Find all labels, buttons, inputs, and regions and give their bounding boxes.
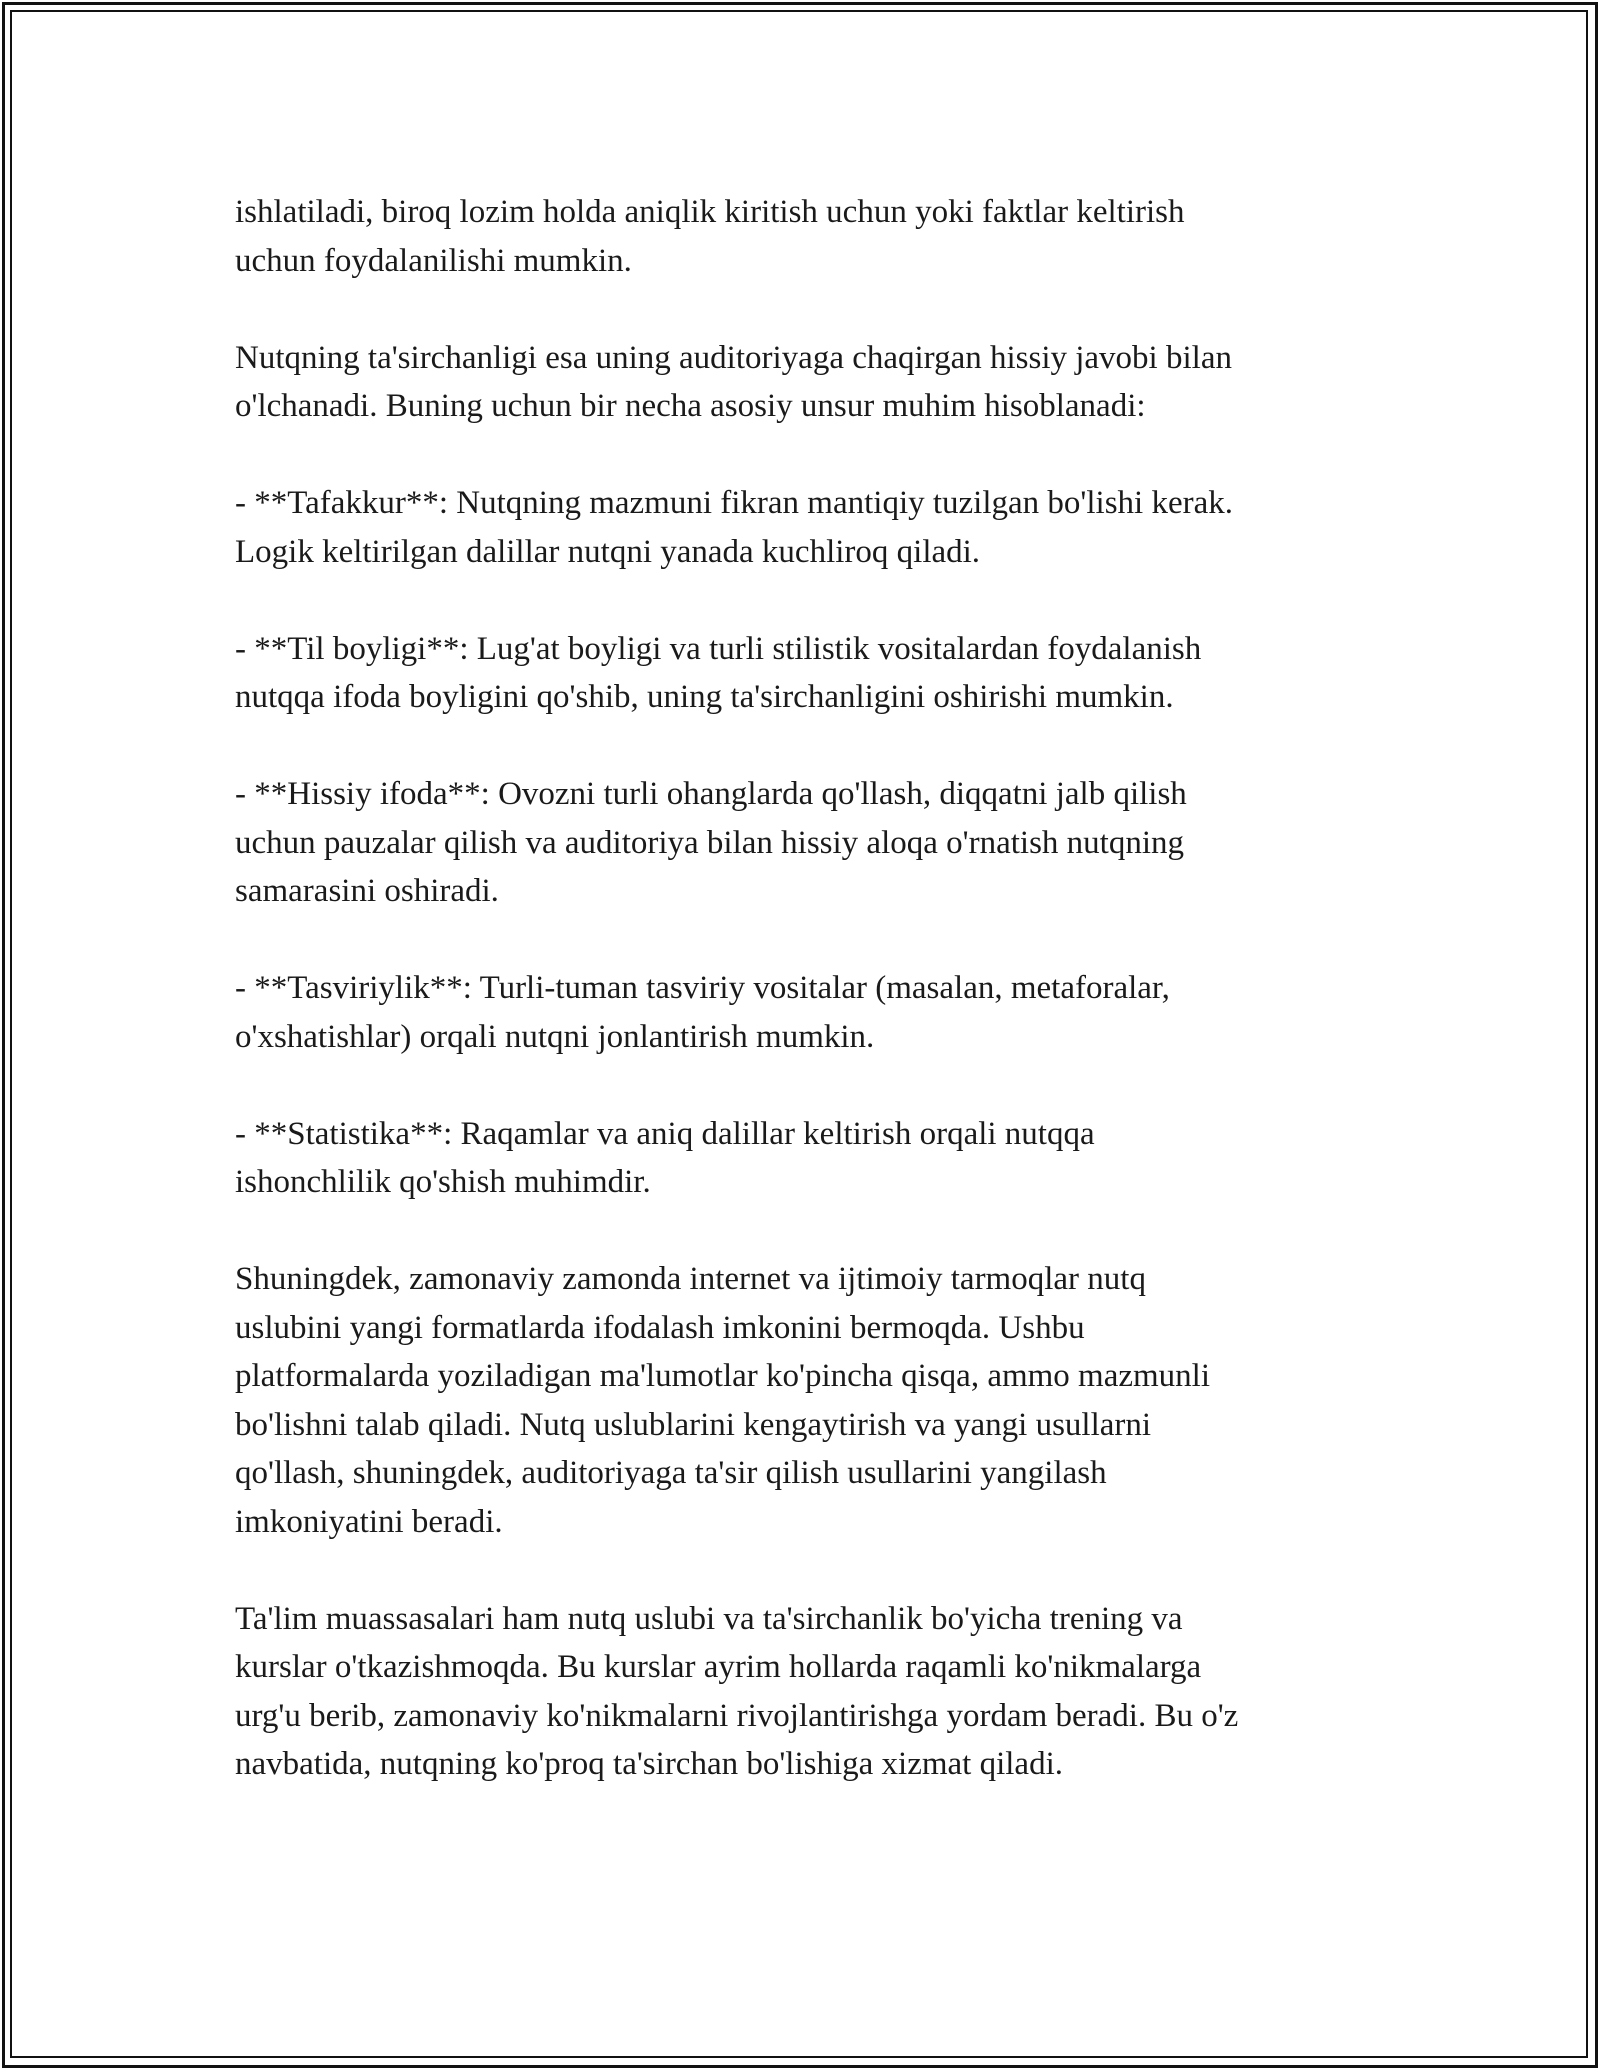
list-item-statistika: - **Statistika**: Raqamlar va aniq dalillar keltirish orqali nutqqa ishonchlilik qo'shish muhimdir. [235, 1115, 1095, 1200]
paragraph: ishlatiladi, biroq lozim holda aniqlik kiritish uchun yoki faktlar keltirish uchun foydalanilishi mumkin. [235, 194, 1185, 279]
list-item-tafakkur: - **Tafakkur**: Nutqning mazmuni fikran mantiqiy tuzilgan bo'lishi kerak. Logik keltirilgan dalillar nutqni yanada kuchliroq qiladi. [235, 485, 1233, 570]
paragraph: Ta'lim muassasalari ham nutq uslubi va ta'sirchanlik bo'yicha trening va kurslar o'tkazishmoqda. Bu kurslar ayrim hollarda raqamli ko'nikmalarga urg'u berib, zamonaviy ko'nikmalarni rivojlantirishga yordam beradi. Bu o'z navbatida, nutqning ko'proq ta'sirchan bo'lishiga xizmat qiladi. [235, 1600, 1239, 1782]
list-item-hissiy-ifoda: - **Hissiy ifoda**: Ovozni turli ohanglarda qo'llash, diqqatni jalb qilish uchun pauzalar qilish va auditoriya bilan hissiy aloqa o'rnatish nutqning samarasini oshiradi. [235, 776, 1187, 909]
document-body [235, 188, 1365, 1837]
list-item-til-boyligi: - **Til boyligi**: Lug'at boyligi va turli stilistik vositalardan foydalanish nutqqa ifoda boyligini qo'shib, uning ta'sirchanligini oshirishi mumkin. [235, 630, 1202, 715]
paragraph: Nutqning ta'sirchanligi esa uning auditoriyaga chaqirgan hissiy javobi bilan o'lchanadi. Buning uchun bir necha asosiy unsur muhim hisoblanadi: [235, 339, 1232, 424]
paragraph: Shuningdek, zamonaviy zamonda internet va ijtimoiy tarmoqlar nutq uslubini yangi formatlarda ifodalash imkonini bermoqda. Ushbu platformalarda yoziladigan ma'lumotlar ko'pincha qisqa, ammo mazmunli bo'lishni talab qiladi. Nutq uslublarini kengaytirish va yangi usullarni qo'llash, shuningdek, auditoriyaga ta'sir qilish usullarini yangilash imkoniyatini beradi. [235, 1261, 1211, 1540]
list-item-tasviriylik: - **Tasviriylik**: Turli-tuman tasviriy vositalar (masalan, metaforalar, o'xshatishlar) orqali nutqni jonlantirish mumkin. [235, 970, 1170, 1055]
